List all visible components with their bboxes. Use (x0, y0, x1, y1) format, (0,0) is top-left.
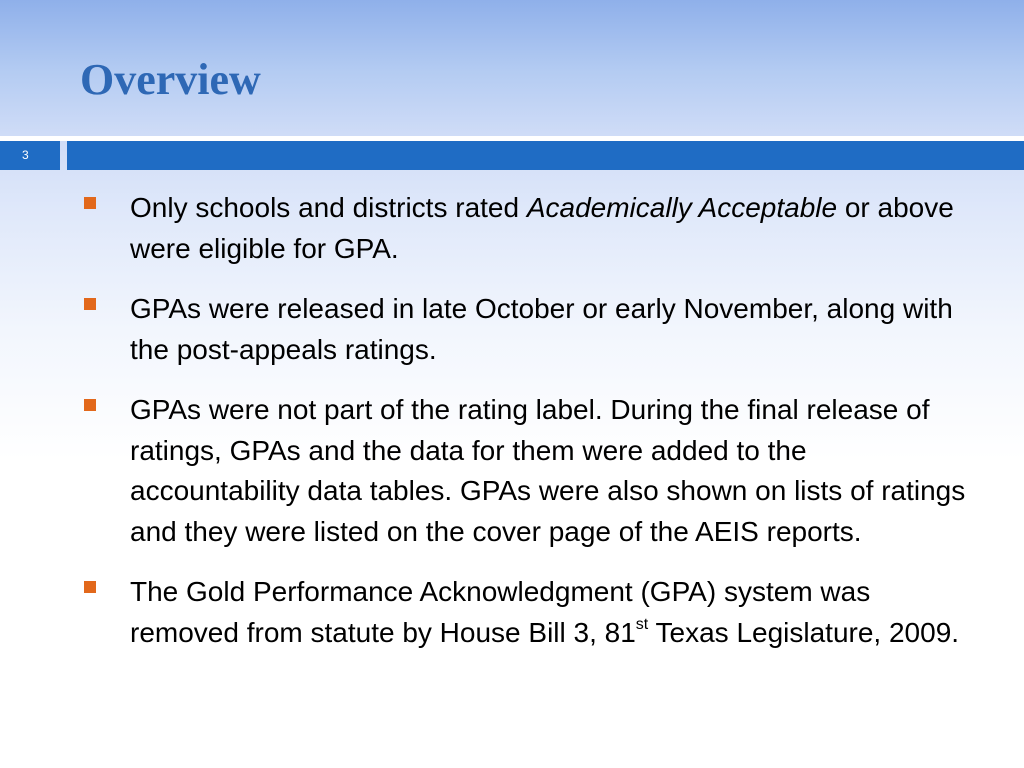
bullet-3-text: GPAs were not part of the rating label. During the final release of ratings, GPAs and the data for them were added to the accountability data tables. GPAs were also shown on lists of ratings and they were listed on the cover page of the AEIS reports. (130, 394, 966, 547)
bullet-item-4 (0, 572, 1024, 653)
bullet-item-2 (0, 289, 1024, 370)
bullet-4-text-start: The Gold Performance Acknowledgment (GPA) system was removed from statute by House Bill 3, 81 (130, 576, 871, 648)
header-bar (67, 141, 1024, 170)
bullet-1-text-end: or above were eligible for GPA. (130, 192, 954, 264)
slide-title: Overview (80, 55, 261, 104)
bullet-1-italic-rating: Academically Acceptable (526, 192, 838, 223)
bullet-1-text-start: Only schools and districts rated (130, 192, 527, 223)
bullet-item-1 (0, 188, 1024, 269)
bullet-item-3 (0, 390, 1024, 552)
slide-number-box (0, 141, 60, 170)
bullet-4-text-end: Texas Legislature, 2009. (648, 616, 960, 648)
bullet-4-superscript: st (635, 616, 649, 634)
square-bullet-icon (84, 197, 96, 209)
slide-number: 3 (22, 148, 29, 162)
square-bullet-icon (84, 399, 96, 411)
bullet-2-text: GPAs were released in late October or early November, along with the post-appeals ratings. (130, 293, 953, 365)
square-bullet-icon (84, 581, 96, 593)
square-bullet-icon (84, 298, 96, 310)
bullet-list (0, 188, 1024, 673)
